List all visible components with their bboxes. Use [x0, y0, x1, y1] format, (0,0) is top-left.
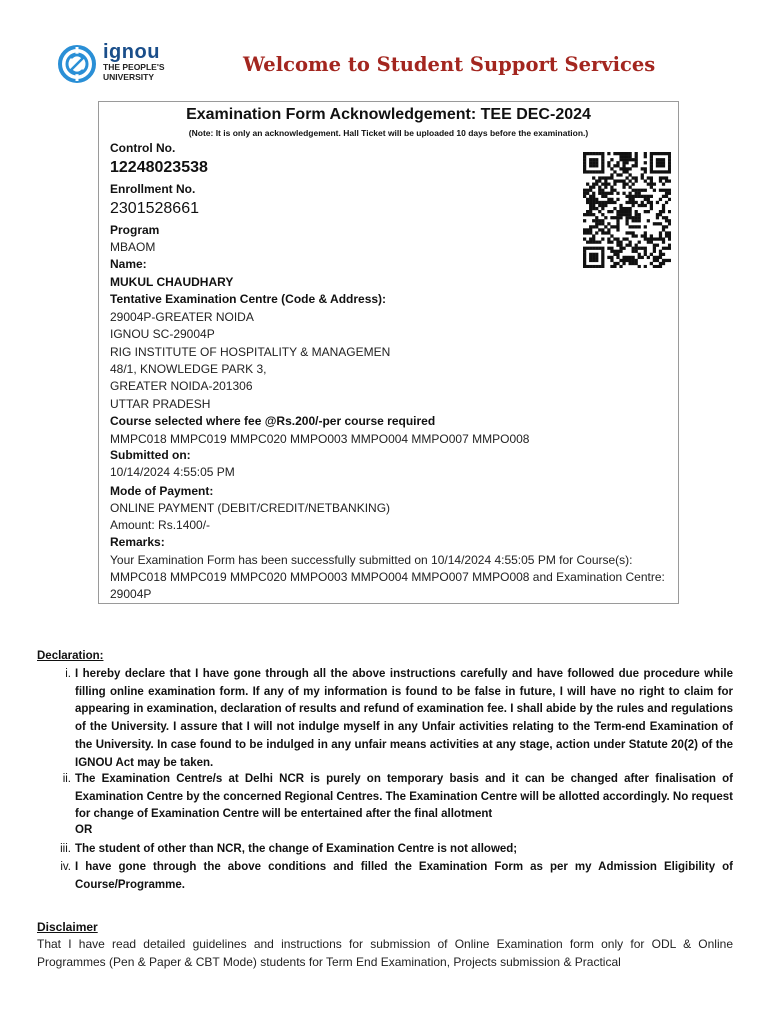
- amount-value: Amount: Rs.1400/-: [110, 518, 211, 532]
- centre-line: UTTAR PRADESH: [110, 397, 211, 411]
- enrollment-label: Enrollment No.: [110, 182, 196, 196]
- declaration-title: Declaration:: [37, 650, 104, 662]
- item-number: iv.: [60, 861, 71, 873]
- declaration-item: [60, 859, 733, 894]
- payment-value: ONLINE PAYMENT (DEBIT/CREDIT/NETBANKING): [110, 501, 391, 515]
- ack-title: Examination Form Acknowledgement: TEE DEC-2024: [186, 106, 591, 123]
- ack-note: (Note: It is only an acknowledgement. Hall Ticket will be uploaded 10 days before the examination.): [188, 128, 589, 138]
- logo-tagline-1: THE PEOPLE'S: [103, 62, 165, 72]
- qr-code-icon: [583, 152, 671, 268]
- centre-label: Tentative Examination Centre (Code & Address):: [110, 292, 387, 306]
- welcome-heading: Welcome to Student Support Services: [243, 53, 656, 76]
- program-value: MBAOM: [110, 240, 156, 254]
- disclaimer-text: That I have read detailed guidelines and instructions for submission of Online Examination form only for ODL & Online Programmes (Pen & Paper & CBT Mode) students for Term End Examination, Projects submission & Practical: [37, 937, 733, 969]
- submitted-value: 10/14/2024 4:55:05 PM: [110, 465, 235, 479]
- item-number: i.: [65, 668, 71, 680]
- logo-name: ignou: [103, 41, 160, 63]
- centre-line: GREATER NOIDA-201306: [110, 379, 253, 393]
- name-label: Name:: [110, 257, 147, 271]
- enrollment-value: 2301528661: [110, 200, 199, 217]
- centre-line: IGNOU SC-29004P: [110, 327, 215, 341]
- item-number: iii.: [60, 843, 71, 855]
- declaration-section: [37, 650, 733, 891]
- item-text: The student of other than NCR, the change of Examination Centre is not allowed;: [75, 843, 518, 855]
- or-text: OR: [75, 824, 93, 836]
- ignou-emblem-icon: [55, 42, 99, 86]
- logo-text: [103, 42, 165, 82]
- payment-label: Mode of Payment:: [110, 484, 214, 498]
- disclaimer-title: Disclaimer: [37, 920, 98, 934]
- program-label: Program: [110, 223, 160, 237]
- logo-tagline-2: UNIVERSITY: [103, 72, 155, 82]
- ignou-logo: [55, 42, 175, 90]
- remarks-value: Your Examination Form has been successfully submitted on 10/14/2024 4:55:05 PM for Course(s): MMPC018 MMPC019 MMPC020 MMPO003 MMPO004 MMPO007 MMPO008 and Examination Centre: 29004P: [110, 553, 665, 601]
- declaration-item: [62, 771, 733, 824]
- course-value: MMPC018 MMPC019 MMPC020 MMPO003 MMPO004 MMPO007 MMPO008: [110, 432, 530, 446]
- disclaimer-section: [37, 920, 733, 971]
- declaration-item: [60, 841, 733, 859]
- name-value: MUKUL CHAUDHARY: [110, 275, 234, 289]
- item-text: I hereby declare that I have gone through all the above instructions carefully and have followed due procedure while filling online examination form. If any of my information is found to be false in future, I will have no right to claim for appearing in examination, declaration of results and refund of examination fee. I shall abide by the rules and regulations of the University. I assure that I will not indulge myself in any Unfair activities relating to the Term-end Examination of the University. In case found to be indulged in any unfair means activities at any stage, action under Statute 20(2) of the IGNOU Act may be taken.: [75, 668, 733, 769]
- centre-line: RIG INSTITUTE OF HOSPITALITY & MANAGEMEN: [110, 345, 391, 359]
- remarks-label: Remarks:: [110, 535, 165, 549]
- centre-line: 48/1, KNOWLEDGE PARK 3,: [110, 362, 267, 376]
- item-number: ii.: [62, 773, 71, 785]
- item-text: The Examination Centre/s at Delhi NCR is purely on temporary basis and it can be changed after finalisation of Examination Centre by the concerned Regional Centres. The Examination Centre will be allotted accordingly. No request for change of Examination Centre will be entertained after the final allotment: [75, 773, 733, 821]
- centre-line: 29004P-GREATER NOIDA: [110, 310, 254, 324]
- acknowledgement-box: [98, 101, 679, 604]
- page-header: [0, 0, 768, 100]
- course-label: Course selected where fee @Rs.200/-per course required: [110, 414, 436, 428]
- declaration-item: [65, 666, 733, 772]
- control-no-value: 12248023538: [110, 159, 208, 176]
- control-no-label: Control No.: [110, 141, 176, 155]
- item-text: I have gone through the above conditions and filled the Examination Form as per my Admission Eligibility of Course/Programme.: [75, 861, 733, 891]
- submitted-label: Submitted on:: [110, 448, 191, 462]
